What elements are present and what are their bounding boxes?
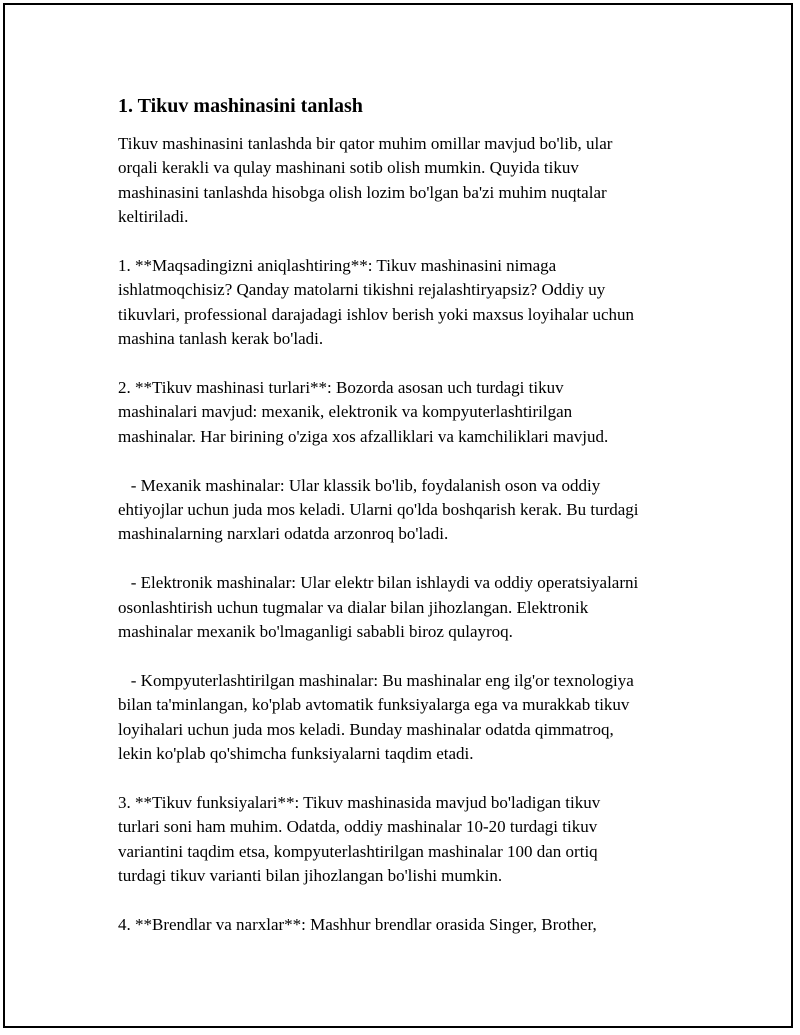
- paragraph-electronic: - Elektronik mashinalar: Ular elektr bilan ishlaydi va oddiy operatsiyalarni osonlashtirish uchun tugmalar va dialar bilan jihozlangan. Elektronik mashinalar mexanik bo'lmaganligi sababli biroz qulayroq.: [118, 573, 639, 642]
- paragraph-mechanical: - Mexanik mashinalar: Ular klassik bo'lib, foydalanish oson va oddiy ehtiyojlar uchun juda mos keladi. Ularni qo'lda boshqarish kerak. Bu turdagi mashinalarning narxlari odatda arzonroq bo'ladi.: [118, 475, 639, 544]
- paragraph-goal: 1. **Maqsadingizni aniqlashtiring**: Tikuv mashinasini nimaga ishlatmoqchisiz? Qanday matolarni tikishni rejalashtiryapsiz? Oddiy uy tikuvlari, professional darajadagi ishlov berish yoki maxsus loyihalar uchun mashina tanlash kerak bo'ladi.: [118, 256, 635, 349]
- section-heading: 1. Tikuv mashinasini tanlash: [118, 95, 363, 117]
- document-body: [118, 92, 698, 962]
- paragraph-machine-types: 2. **Tikuv mashinasi turlari**: Bozorda asosan uch turdagi tikuv mashinalari mavjud: mexanik, elektronik va kompyuterlashtirilgan mashinalar. Har birining o'ziga xos afzalliklari va kamchiliklari mavjud.: [118, 378, 609, 446]
- paragraph-brands-prices: 4. **Brendlar va narxlar**: Mashhur brendlar orasida Singer, Brother,: [118, 914, 597, 934]
- paragraph-computerized: - Kompyuterlashtirilgan mashinalar: Bu mashinalar eng ilg'or texnologiya bilan ta'minlangan, ko'plab avtomatik funksiyalarga ega va murakkab tikuv loyihalari uchun juda mos keladi. Bunday mashinalar odatda qimmatroq, lekin ko'plab qo'shimcha funksiyalarni taqdim etadi.: [118, 670, 634, 764]
- paragraph-intro: Tikuv mashinasini tanlashda bir qator muhim omillar mavjud bo'lib, ular orqali kerakli va qulay mashinani sotib olish mumkin. Quyida tikuv mashinasini tanlashda hisobga olish lozim bo'lgan ba'zi muhim nuqtalar keltiriladi.: [118, 134, 613, 227]
- paragraph-stitch-functions: 3. **Tikuv funksiyalari**: Tikuv mashinasida mavjud bo'ladigan tikuv turlari soni ham muhim. Odatda, oddiy mashinalar 10-20 turdagi tikuv variantini taqdim etsa, kompyuterlashtirilgan mashinalar 100 dan ortiq turdagi tikuv varianti bilan jihozlangan bo'lishi mumkin.: [118, 792, 601, 886]
